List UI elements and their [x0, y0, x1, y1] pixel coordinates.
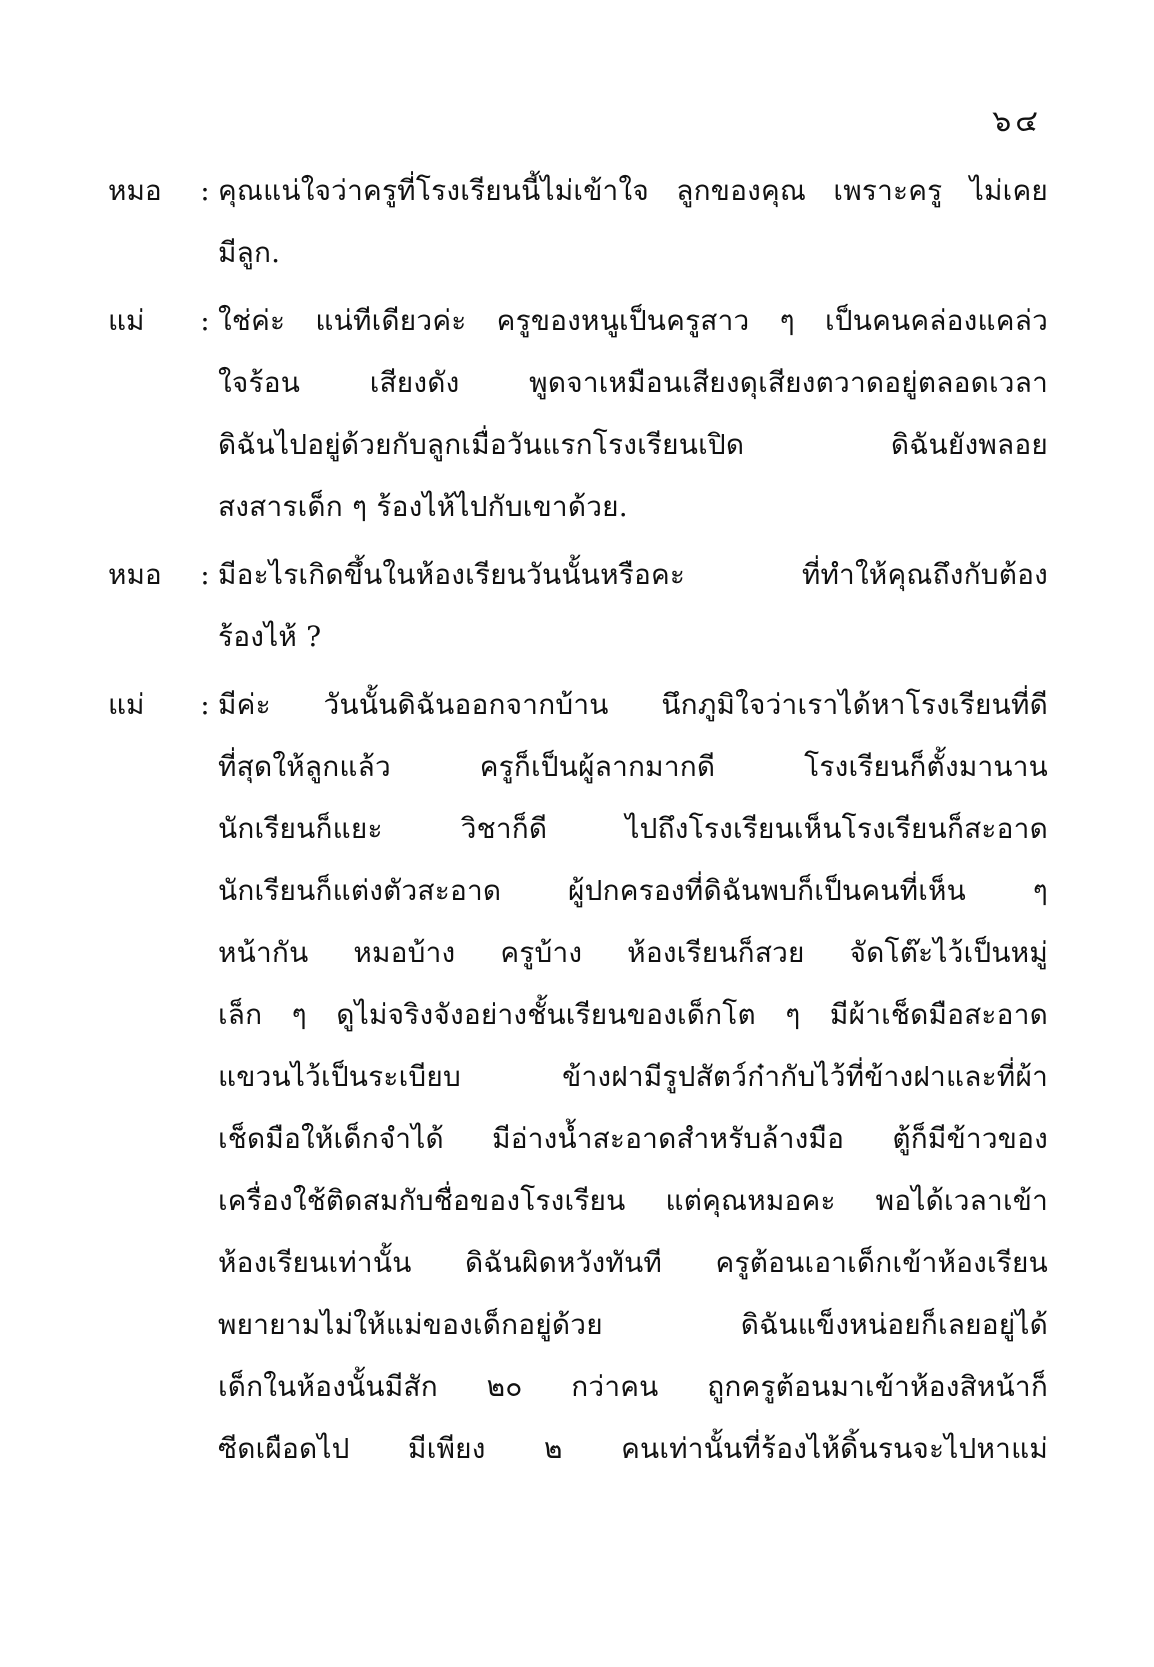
dialogue-turn	[108, 290, 1048, 538]
dialogue-line: มีลูก.	[218, 236, 281, 269]
dialogue-lines	[218, 290, 1048, 538]
dialogue-lines	[218, 160, 1048, 284]
dialogue-line: นักเรียนก็แยะ วิชาก็ดี ไปถึงโรงเรียนเห็นโรงเรียนก็สะอาด	[218, 812, 1048, 845]
speaker-colon: :	[200, 304, 210, 337]
dialogue-script	[108, 160, 1048, 1486]
dialogue-line: ใจร้อน เสียงดัง พูดจาเหมือนเสียงดุเสียงตวาดอยู่ตลอดเวลา	[218, 366, 1048, 399]
dialogue-line: ห้องเรียนเท่านั้น ดิฉันผิดหวังทันที ครูต้อนเอาเด็กเข้าห้องเรียน	[218, 1246, 1048, 1279]
dialogue-line: แขวนไว้เป็นระเบียบ ข้างฝามีรูปสัตว์ก๋ากับไว้ที่ข้างฝาและที่ผ้า	[218, 1060, 1048, 1093]
dialogue-line: เช็ดมือให้เด็กจำได้ มีอ่างน้ำสะอาดสำหรับล้างมือ ตู้ก็มีข้าวของ	[218, 1122, 1048, 1155]
speaker-colon: :	[200, 688, 210, 721]
dialogue-line: ดิฉันไปอยู่ด้วยกับลูกเมื่อวันแรกโรงเรียนเปิด ดิฉันยังพลอย	[218, 428, 1048, 461]
dialogue-line: คุณแน่ใจว่าครูที่โรงเรียนนี้ไม่เข้าใจ ลูกของคุณ เพราะครู ไม่เคย	[218, 174, 1048, 207]
dialogue-line: พยายามไม่ให้แม่ของเด็กอยู่ด้วย ดิฉันแข็งหน่อยก็เลยอยู่ได้	[218, 1308, 1048, 1341]
dialogue-line: หน้ากัน หมอบ้าง ครูบ้าง ห้องเรียนก็สวย จัดโต๊ะไว้เป็นหมู่	[218, 936, 1048, 969]
dialogue-turn	[108, 544, 1048, 668]
dialogue-turn	[108, 674, 1048, 1480]
dialogue-line: เครื่องใช้ติดสมกับชื่อของโรงเรียน แต่คุณหมอคะ พอได้เวลาเข้า	[218, 1184, 1048, 1217]
dialogue-turn	[108, 160, 1048, 284]
dialogue-line: เด็กในห้องนั้นมีสัก ๒๐ กว่าคน ถูกครูต้อนมาเข้าห้องสิหน้าก็	[218, 1370, 1048, 1403]
speaker-label: แม่	[108, 688, 145, 721]
dialogue-line: ที่สุดให้ลูกแล้ว ครูก็เป็นผู้ลากมากดี โรงเรียนก็ตั้งมานาน	[218, 750, 1048, 783]
dialogue-line: มีค่ะ วันนั้นดิฉันออกจากบ้าน นึกภูมิใจว่าเราได้หาโรงเรียนที่ดี	[218, 688, 1048, 721]
dialogue-line: ร้องไห้ ?	[218, 620, 322, 653]
dialogue-line: ใช่ค่ะ แน่ทีเดียวค่ะ ครูของหนูเป็นครูสาว ๆ เป็นคนคล่องแคล่ว	[218, 304, 1048, 337]
dialogue-lines	[218, 544, 1048, 668]
page-number: ๖๔	[992, 104, 1042, 139]
dialogue-line: สงสารเด็ก ๆ ร้องไห้ไปกับเขาด้วย.	[218, 490, 628, 523]
speaker-colon: :	[200, 174, 210, 207]
dialogue-line: นักเรียนก็แต่งตัวสะอาด ผู้ปกครองที่ดิฉันพบก็เป็นคนที่เห็น ๆ	[218, 874, 1048, 907]
dialogue-line: มีอะไรเกิดขึ้นในห้องเรียนวันนั้นหรือคะ ที่ทำให้คุณถึงกับต้อง	[218, 558, 1048, 591]
speaker-label: หมอ	[108, 174, 162, 207]
dialogue-line: เล็ก ๆ ดูไม่จริงจังอย่างชั้นเรียนของเด็กโต ๆ มีผ้าเช็ดมือสะอาด	[218, 998, 1048, 1031]
speaker-label: หมอ	[108, 558, 162, 591]
dialogue-lines	[218, 674, 1048, 1480]
speaker-label: แม่	[108, 304, 145, 337]
speaker-colon: :	[200, 558, 210, 591]
dialogue-line: ซีดเผือดไป มีเพียง ๒ คนเท่านั้นที่ร้องไห้ดิ้นรนจะไปหาแม่	[218, 1432, 1048, 1465]
